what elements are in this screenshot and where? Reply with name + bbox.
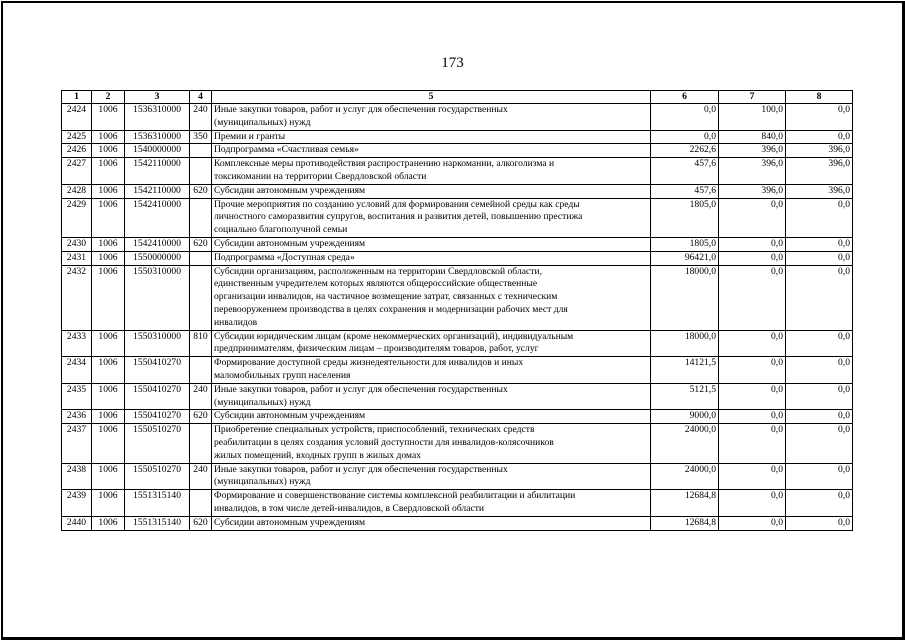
table-header-row (62, 91, 853, 104)
row-number-cell: 2435 (62, 383, 92, 410)
expense-type-cell: 620 (190, 516, 212, 530)
amount-col7-cell: 0,0 (719, 463, 786, 490)
table-row (62, 144, 853, 158)
amount-col8-cell: 0,0 (786, 424, 853, 463)
amount-col8-cell: 0,0 (786, 251, 853, 265)
amount-col8-cell: 0,0 (786, 330, 853, 357)
target-article-cell: 1550510270 (125, 424, 190, 463)
table-row (62, 424, 853, 463)
target-article-cell: 1550410270 (125, 410, 190, 424)
target-article-cell: 1542410000 (125, 198, 190, 237)
target-article-cell: 1542110000 (125, 158, 190, 185)
amount-col7-cell: 0,0 (719, 357, 786, 384)
description-cell: Прочие мероприятия по созданию условий для формирования семейной среды как среды личностного саморазвития супругов, воспитания и развития детей, повышению престижа социально благополучной семьи (212, 198, 651, 237)
amount-col6-cell: 0,0 (651, 130, 719, 144)
expense-type-cell (190, 357, 212, 384)
amount-col8-cell: 0,0 (786, 383, 853, 410)
section-cell: 1006 (92, 490, 125, 517)
amount-col7-cell: 0,0 (719, 383, 786, 410)
description-cell: Формирование и совершенствование системы комплексной реабилитации и абилитации инвалидов, в том числе детей-инвалидов, в Свердловской области (212, 490, 651, 517)
row-number-cell: 2429 (62, 198, 92, 237)
target-article-cell: 1551315140 (125, 516, 190, 530)
amount-col7-cell: 0,0 (719, 330, 786, 357)
amount-col7-cell: 0,0 (719, 410, 786, 424)
col-header: 5 (212, 91, 651, 104)
amount-col7-cell: 0,0 (719, 198, 786, 237)
table-row (62, 410, 853, 424)
row-number-cell: 2437 (62, 424, 92, 463)
description-cell: Формирование доступной среды жизнедеятельности для инвалидов и иных маломобильных групп населения (212, 357, 651, 384)
target-article-cell: 1536310000 (125, 130, 190, 144)
table-row (62, 516, 853, 530)
amount-col7-cell: 0,0 (719, 237, 786, 251)
table-row (62, 198, 853, 237)
row-number-cell: 2430 (62, 237, 92, 251)
target-article-cell: 1550410270 (125, 383, 190, 410)
section-cell: 1006 (92, 158, 125, 185)
table-row (62, 251, 853, 265)
amount-col8-cell: 0,0 (786, 104, 853, 131)
section-cell: 1006 (92, 330, 125, 357)
row-number-cell: 2432 (62, 265, 92, 330)
table-row (62, 184, 853, 198)
row-number-cell: 2436 (62, 410, 92, 424)
amount-col7-cell: 0,0 (719, 516, 786, 530)
budget-table (61, 90, 853, 531)
section-cell: 1006 (92, 463, 125, 490)
description-cell: Субсидии юридическим лицам (кроме некоммерческих организаций), индивидуальным предпринимателям, физическим лицам – производителям товаров, работ, услуг (212, 330, 651, 357)
description-cell: Субсидии автономным учреждениям (212, 410, 651, 424)
description-cell: Подпрограмма «Доступная среда» (212, 251, 651, 265)
section-cell: 1006 (92, 251, 125, 265)
section-cell: 1006 (92, 265, 125, 330)
description-cell: Субсидии автономным учреждениям (212, 184, 651, 198)
amount-col6-cell: 96421,0 (651, 251, 719, 265)
expense-type-cell: 620 (190, 237, 212, 251)
col-header: 4 (190, 91, 212, 104)
description-cell: Иные закупки товаров, работ и услуг для обеспечения государственных (муниципальных) нужд (212, 104, 651, 131)
amount-col8-cell: 0,0 (786, 237, 853, 251)
expense-type-cell: 810 (190, 330, 212, 357)
description-cell: Подпрограмма «Счастливая семья» (212, 144, 651, 158)
amount-col6-cell: 1805,0 (651, 198, 719, 237)
col-header: 1 (62, 91, 92, 104)
amount-col8-cell: 396,0 (786, 144, 853, 158)
description-cell: Субсидии автономным учреждениям (212, 516, 651, 530)
amount-col7-cell: 0,0 (719, 424, 786, 463)
amount-col6-cell: 18000,0 (651, 265, 719, 330)
target-article-cell: 1540000000 (125, 144, 190, 158)
expense-type-cell (190, 251, 212, 265)
section-cell: 1006 (92, 198, 125, 237)
target-article-cell: 1536310000 (125, 104, 190, 131)
expense-type-cell: 350 (190, 130, 212, 144)
description-cell: Субсидии организациям, расположенным на территории Свердловской области, единственным учредителем которых являются общероссийские общественные организации инвалидов, на частичное возмещение затрат, связанных с техническим перевооружением производства в целях сохранения и модернизации рабочих мест для инвалидов (212, 265, 651, 330)
row-number-cell: 2428 (62, 184, 92, 198)
table-row (62, 490, 853, 517)
amount-col7-cell: 0,0 (719, 490, 786, 517)
expense-type-cell (190, 198, 212, 237)
amount-col6-cell: 0,0 (651, 104, 719, 131)
amount-col7-cell: 396,0 (719, 144, 786, 158)
section-cell: 1006 (92, 104, 125, 131)
section-cell: 1006 (92, 130, 125, 144)
description-cell: Комплексные меры противодействия распространению наркомании, алкоголизма и токсикомании на территории Свердловской области (212, 158, 651, 185)
amount-col6-cell: 1805,0 (651, 237, 719, 251)
target-article-cell: 1542110000 (125, 184, 190, 198)
amount-col7-cell: 100,0 (719, 104, 786, 131)
amount-col6-cell: 12684,8 (651, 490, 719, 517)
table-row (62, 330, 853, 357)
amount-col8-cell: 396,0 (786, 158, 853, 185)
expense-type-cell (190, 144, 212, 158)
amount-col7-cell: 0,0 (719, 251, 786, 265)
expense-type-cell (190, 158, 212, 185)
section-cell: 1006 (92, 516, 125, 530)
amount-col8-cell: 0,0 (786, 130, 853, 144)
amount-col7-cell: 396,0 (719, 184, 786, 198)
expense-type-cell: 240 (190, 383, 212, 410)
amount-col8-cell: 0,0 (786, 198, 853, 237)
section-cell: 1006 (92, 410, 125, 424)
description-cell: Иные закупки товаров, работ и услуг для обеспечения государственных (муниципальных) нужд (212, 383, 651, 410)
table-row (62, 104, 853, 131)
section-cell: 1006 (92, 383, 125, 410)
col-header: 8 (786, 91, 853, 104)
col-header: 6 (651, 91, 719, 104)
expense-type-cell: 620 (190, 184, 212, 198)
description-cell: Премии и гранты (212, 130, 651, 144)
section-cell: 1006 (92, 237, 125, 251)
description-cell: Приобретение специальных устройств, приспособлений, технических средств реабилитации в целях создания условий доступности для инвалидов-колясочников жилых помещений, входных групп в жилых домах (212, 424, 651, 463)
amount-col6-cell: 24000,0 (651, 463, 719, 490)
section-cell: 1006 (92, 424, 125, 463)
table-row (62, 265, 853, 330)
target-article-cell: 1551315140 (125, 490, 190, 517)
amount-col7-cell: 0,0 (719, 265, 786, 330)
amount-col8-cell: 396,0 (786, 184, 853, 198)
amount-col8-cell: 0,0 (786, 516, 853, 530)
table-row (62, 383, 853, 410)
expense-type-cell (190, 490, 212, 517)
row-number-cell: 2425 (62, 130, 92, 144)
section-cell: 1006 (92, 144, 125, 158)
amount-col6-cell: 12684,8 (651, 516, 719, 530)
row-number-cell: 2427 (62, 158, 92, 185)
row-number-cell: 2438 (62, 463, 92, 490)
amount-col8-cell: 0,0 (786, 357, 853, 384)
amount-col6-cell: 24000,0 (651, 424, 719, 463)
target-article-cell: 1542410000 (125, 237, 190, 251)
amount-col6-cell: 18000,0 (651, 330, 719, 357)
expense-type-cell (190, 265, 212, 330)
amount-col6-cell: 457,6 (651, 158, 719, 185)
amount-col7-cell: 840,0 (719, 130, 786, 144)
col-header: 7 (719, 91, 786, 104)
section-cell: 1006 (92, 357, 125, 384)
table-row (62, 463, 853, 490)
amount-col8-cell: 0,0 (786, 265, 853, 330)
target-article-cell: 1550310000 (125, 330, 190, 357)
expense-type-cell: 620 (190, 410, 212, 424)
amount-col6-cell: 14121,5 (651, 357, 719, 384)
amount-col6-cell: 2262,6 (651, 144, 719, 158)
expense-type-cell (190, 424, 212, 463)
amount-col6-cell: 9000,0 (651, 410, 719, 424)
amount-col6-cell: 457,6 (651, 184, 719, 198)
section-cell: 1006 (92, 184, 125, 198)
amount-col8-cell: 0,0 (786, 490, 853, 517)
expense-type-cell: 240 (190, 104, 212, 131)
row-number-cell: 2439 (62, 490, 92, 517)
expense-type-cell: 240 (190, 463, 212, 490)
target-article-cell: 1550000000 (125, 251, 190, 265)
row-number-cell: 2424 (62, 104, 92, 131)
description-cell: Субсидии автономным учреждениям (212, 237, 651, 251)
table-row (62, 158, 853, 185)
row-number-cell: 2426 (62, 144, 92, 158)
amount-col8-cell: 0,0 (786, 463, 853, 490)
description-cell: Иные закупки товаров, работ и услуг для обеспечения государственных (муниципальных) нужд (212, 463, 651, 490)
target-article-cell: 1550510270 (125, 463, 190, 490)
row-number-cell: 2440 (62, 516, 92, 530)
col-header: 3 (125, 91, 190, 104)
amount-col8-cell: 0,0 (786, 410, 853, 424)
amount-col6-cell: 5121,5 (651, 383, 719, 410)
target-article-cell: 1550410270 (125, 357, 190, 384)
amount-col7-cell: 396,0 (719, 158, 786, 185)
table-row (62, 357, 853, 384)
page-number: 173 (441, 55, 464, 71)
target-article-cell: 1550310000 (125, 265, 190, 330)
table-row (62, 130, 853, 144)
row-number-cell: 2431 (62, 251, 92, 265)
table-row (62, 237, 853, 251)
row-number-cell: 2433 (62, 330, 92, 357)
row-number-cell: 2434 (62, 357, 92, 384)
col-header: 2 (92, 91, 125, 104)
